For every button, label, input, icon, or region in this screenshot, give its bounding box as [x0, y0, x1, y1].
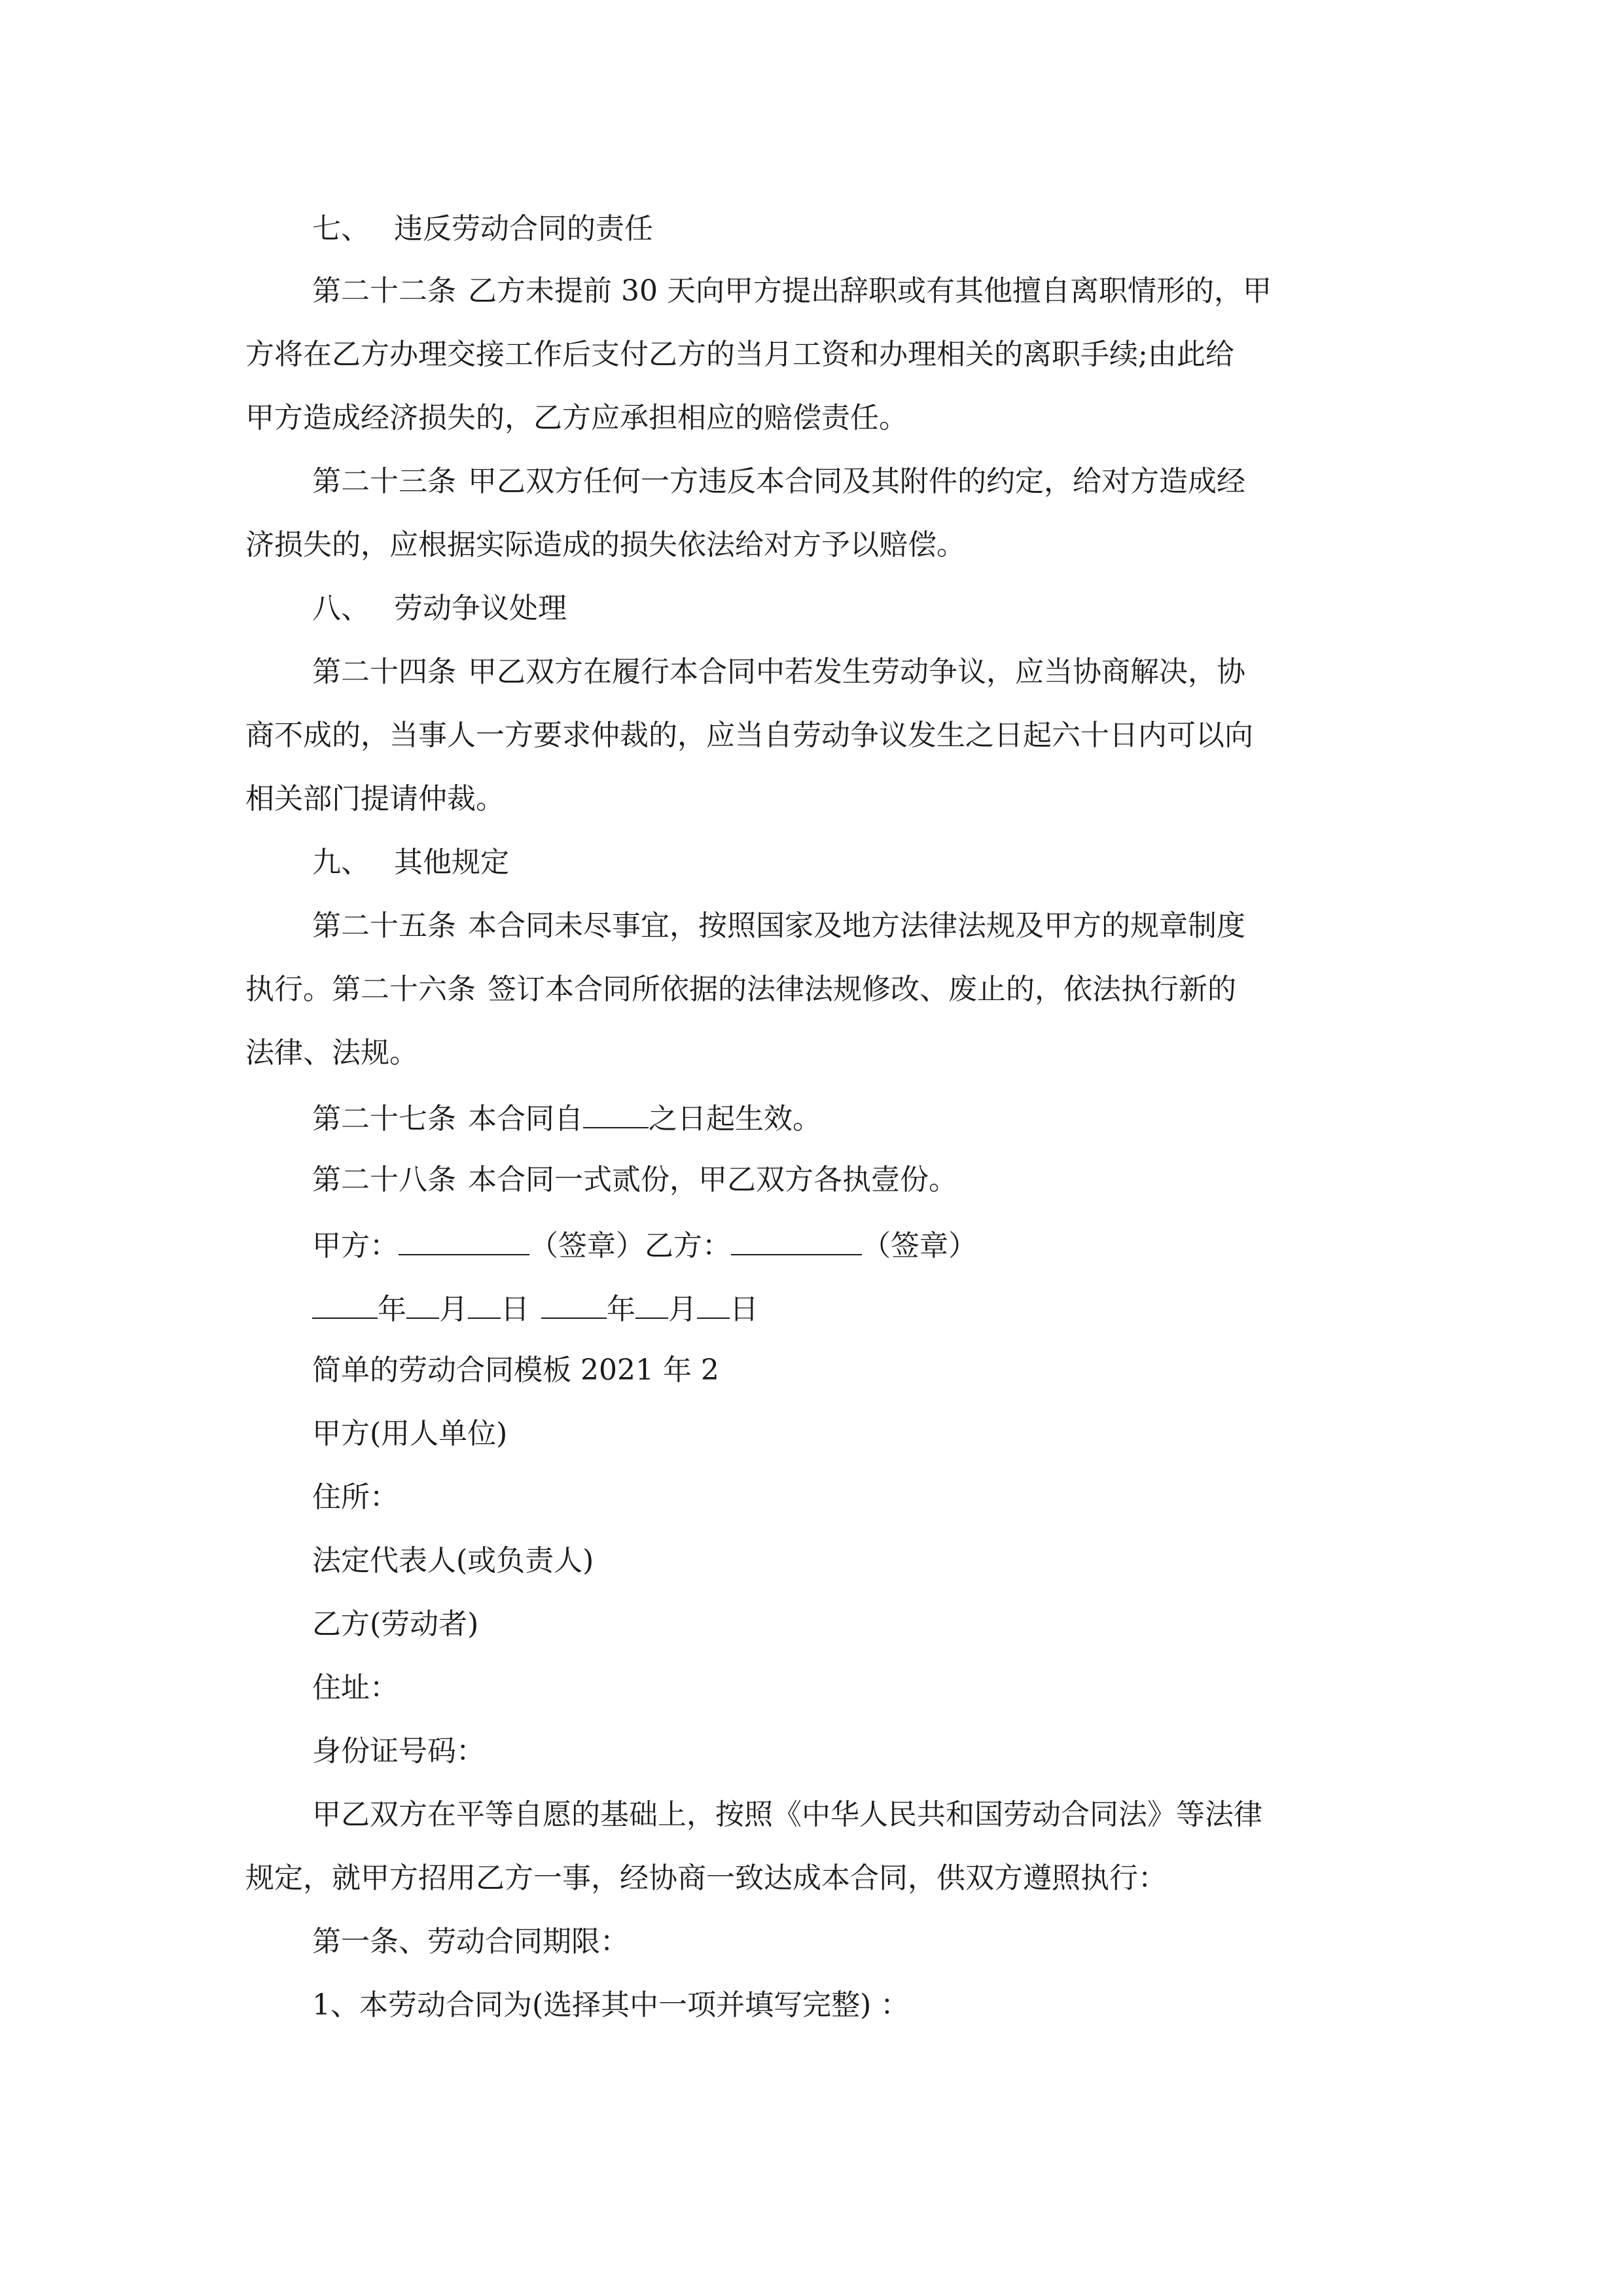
party-b-label: 乙方： — [645, 1229, 731, 1263]
article-25-line-2 — [245, 975, 1236, 1004]
section-title: 劳动争议处理 — [394, 592, 567, 625]
article-25-line-3: 法律、法规。 — [245, 1036, 418, 1069]
section-9-heading — [312, 848, 509, 877]
article-text: 乙方未提前 30 天向甲方提出辞职或有其他擅自离职情形的，甲 — [468, 274, 1272, 308]
section-title: 其他规定 — [394, 846, 509, 879]
section-number: 七、 — [312, 212, 370, 245]
date-line — [312, 1293, 758, 1324]
section-title: 违反劳动合同的责任 — [394, 212, 653, 245]
year-label: 年 — [607, 1293, 635, 1326]
article-23-line-2: 济损失的，应根据实际造成的损失依法给对方予以赔偿。 — [245, 528, 965, 562]
article-1-item-1: 1、本劳动合同为(选择其中一项并填写完整) ： — [312, 1988, 910, 2022]
signature-line — [312, 1229, 977, 1261]
party-a-signature-blank — [399, 1229, 529, 1255]
article-22-line-2: 方将在乙方办理交接工作后支付乙方的当月工资和办理相关的离职手续;由此给 — [245, 338, 1234, 371]
party-b-seal: （签章） — [862, 1229, 977, 1263]
month-label: 月 — [439, 1293, 468, 1326]
day-blank — [468, 1293, 501, 1319]
article-1-heading: 第一条、劳动合同期限： — [312, 1925, 629, 1958]
article-text: 本合同未尽事宜，按照国家及地方法律法规及甲方的规章制度 — [468, 909, 1245, 942]
residence-label: 住址： — [312, 1671, 399, 1704]
id-number-label: 身份证号码： — [312, 1734, 485, 1768]
section-number: 八、 — [312, 592, 370, 625]
article-text: 甲乙双方任何一方违反本合同及其附件的约定，给对方造成经 — [468, 465, 1245, 498]
month-blank — [635, 1293, 668, 1319]
day-blank — [697, 1293, 730, 1319]
article-27 — [312, 1102, 821, 1134]
article-22-line-3: 甲方造成经济损失的，乙方应承担相应的赔偿责任。 — [245, 401, 908, 435]
intro-line-1: 甲乙双方在平等自愿的基础上，按照《中华人民共和国劳动合同法》等法律 — [312, 1798, 1262, 1831]
party-b-signature-blank — [731, 1229, 862, 1255]
year-blank — [541, 1293, 607, 1319]
article-text-post: 之日起生效。 — [649, 1102, 821, 1136]
employee-label: 乙方(劳动者) — [312, 1607, 479, 1641]
article-26-label: 第二十六条 — [332, 973, 476, 1006]
party-a-seal: （签章） — [529, 1229, 645, 1263]
party-a-label: 甲方： — [312, 1229, 399, 1263]
section-8-heading — [312, 594, 567, 623]
article-25-line-1 — [312, 909, 1245, 942]
legal-representative-label: 法定代表人(或负责人) — [312, 1544, 594, 1577]
article-text: 甲乙双方在履行本合同中若发生劳动争议，应当协商解决，协 — [468, 655, 1245, 689]
template-2-title: 简单的劳动合同模板 2021 年 2 — [312, 1354, 719, 1387]
month-blank — [406, 1293, 439, 1319]
article-24-line-3: 相关部门提请仲裁。 — [245, 782, 505, 816]
effective-date-blank — [583, 1102, 649, 1128]
article-26-text: 签订本合同所依据的法律法规修改、废止的，依法执行新的 — [488, 973, 1236, 1006]
day-label: 日 — [501, 1293, 529, 1326]
section-number: 九、 — [312, 846, 370, 879]
address-label: 住所： — [312, 1480, 399, 1514]
day-label: 日 — [730, 1293, 758, 1326]
year-label: 年 — [378, 1293, 406, 1326]
article-24-line-1 — [312, 655, 1245, 689]
article-label: 第二十八条 — [312, 1163, 456, 1196]
article-label: 第二十五条 — [312, 909, 456, 942]
employer-label: 甲方(用人单位) — [312, 1417, 508, 1450]
article-text: 执行。 — [245, 973, 332, 1006]
article-label: 第二十二条 — [312, 274, 456, 308]
article-text: 本合同一式贰份，甲乙双方各执壹份。 — [468, 1163, 957, 1196]
intro-line-2: 规定，就甲方招用乙方一事，经协商一致达成本合同，供双方遵照执行： — [245, 1861, 1167, 1895]
article-label: 第二十四条 — [312, 655, 456, 689]
section-7-heading — [312, 212, 653, 245]
article-24-line-2: 商不成的，当事人一方要求仲裁的，应当自劳动争议发生之日起六十日内可以向 — [245, 719, 1253, 752]
article-23-line-1 — [312, 467, 1245, 496]
month-label: 月 — [668, 1293, 697, 1326]
article-text-pre: 本合同自 — [468, 1102, 583, 1136]
year-blank — [312, 1293, 378, 1319]
article-22-line-1 — [312, 274, 1272, 308]
article-28 — [312, 1163, 957, 1196]
article-label: 第二十七条 — [312, 1102, 456, 1136]
article-label: 第二十三条 — [312, 465, 456, 498]
